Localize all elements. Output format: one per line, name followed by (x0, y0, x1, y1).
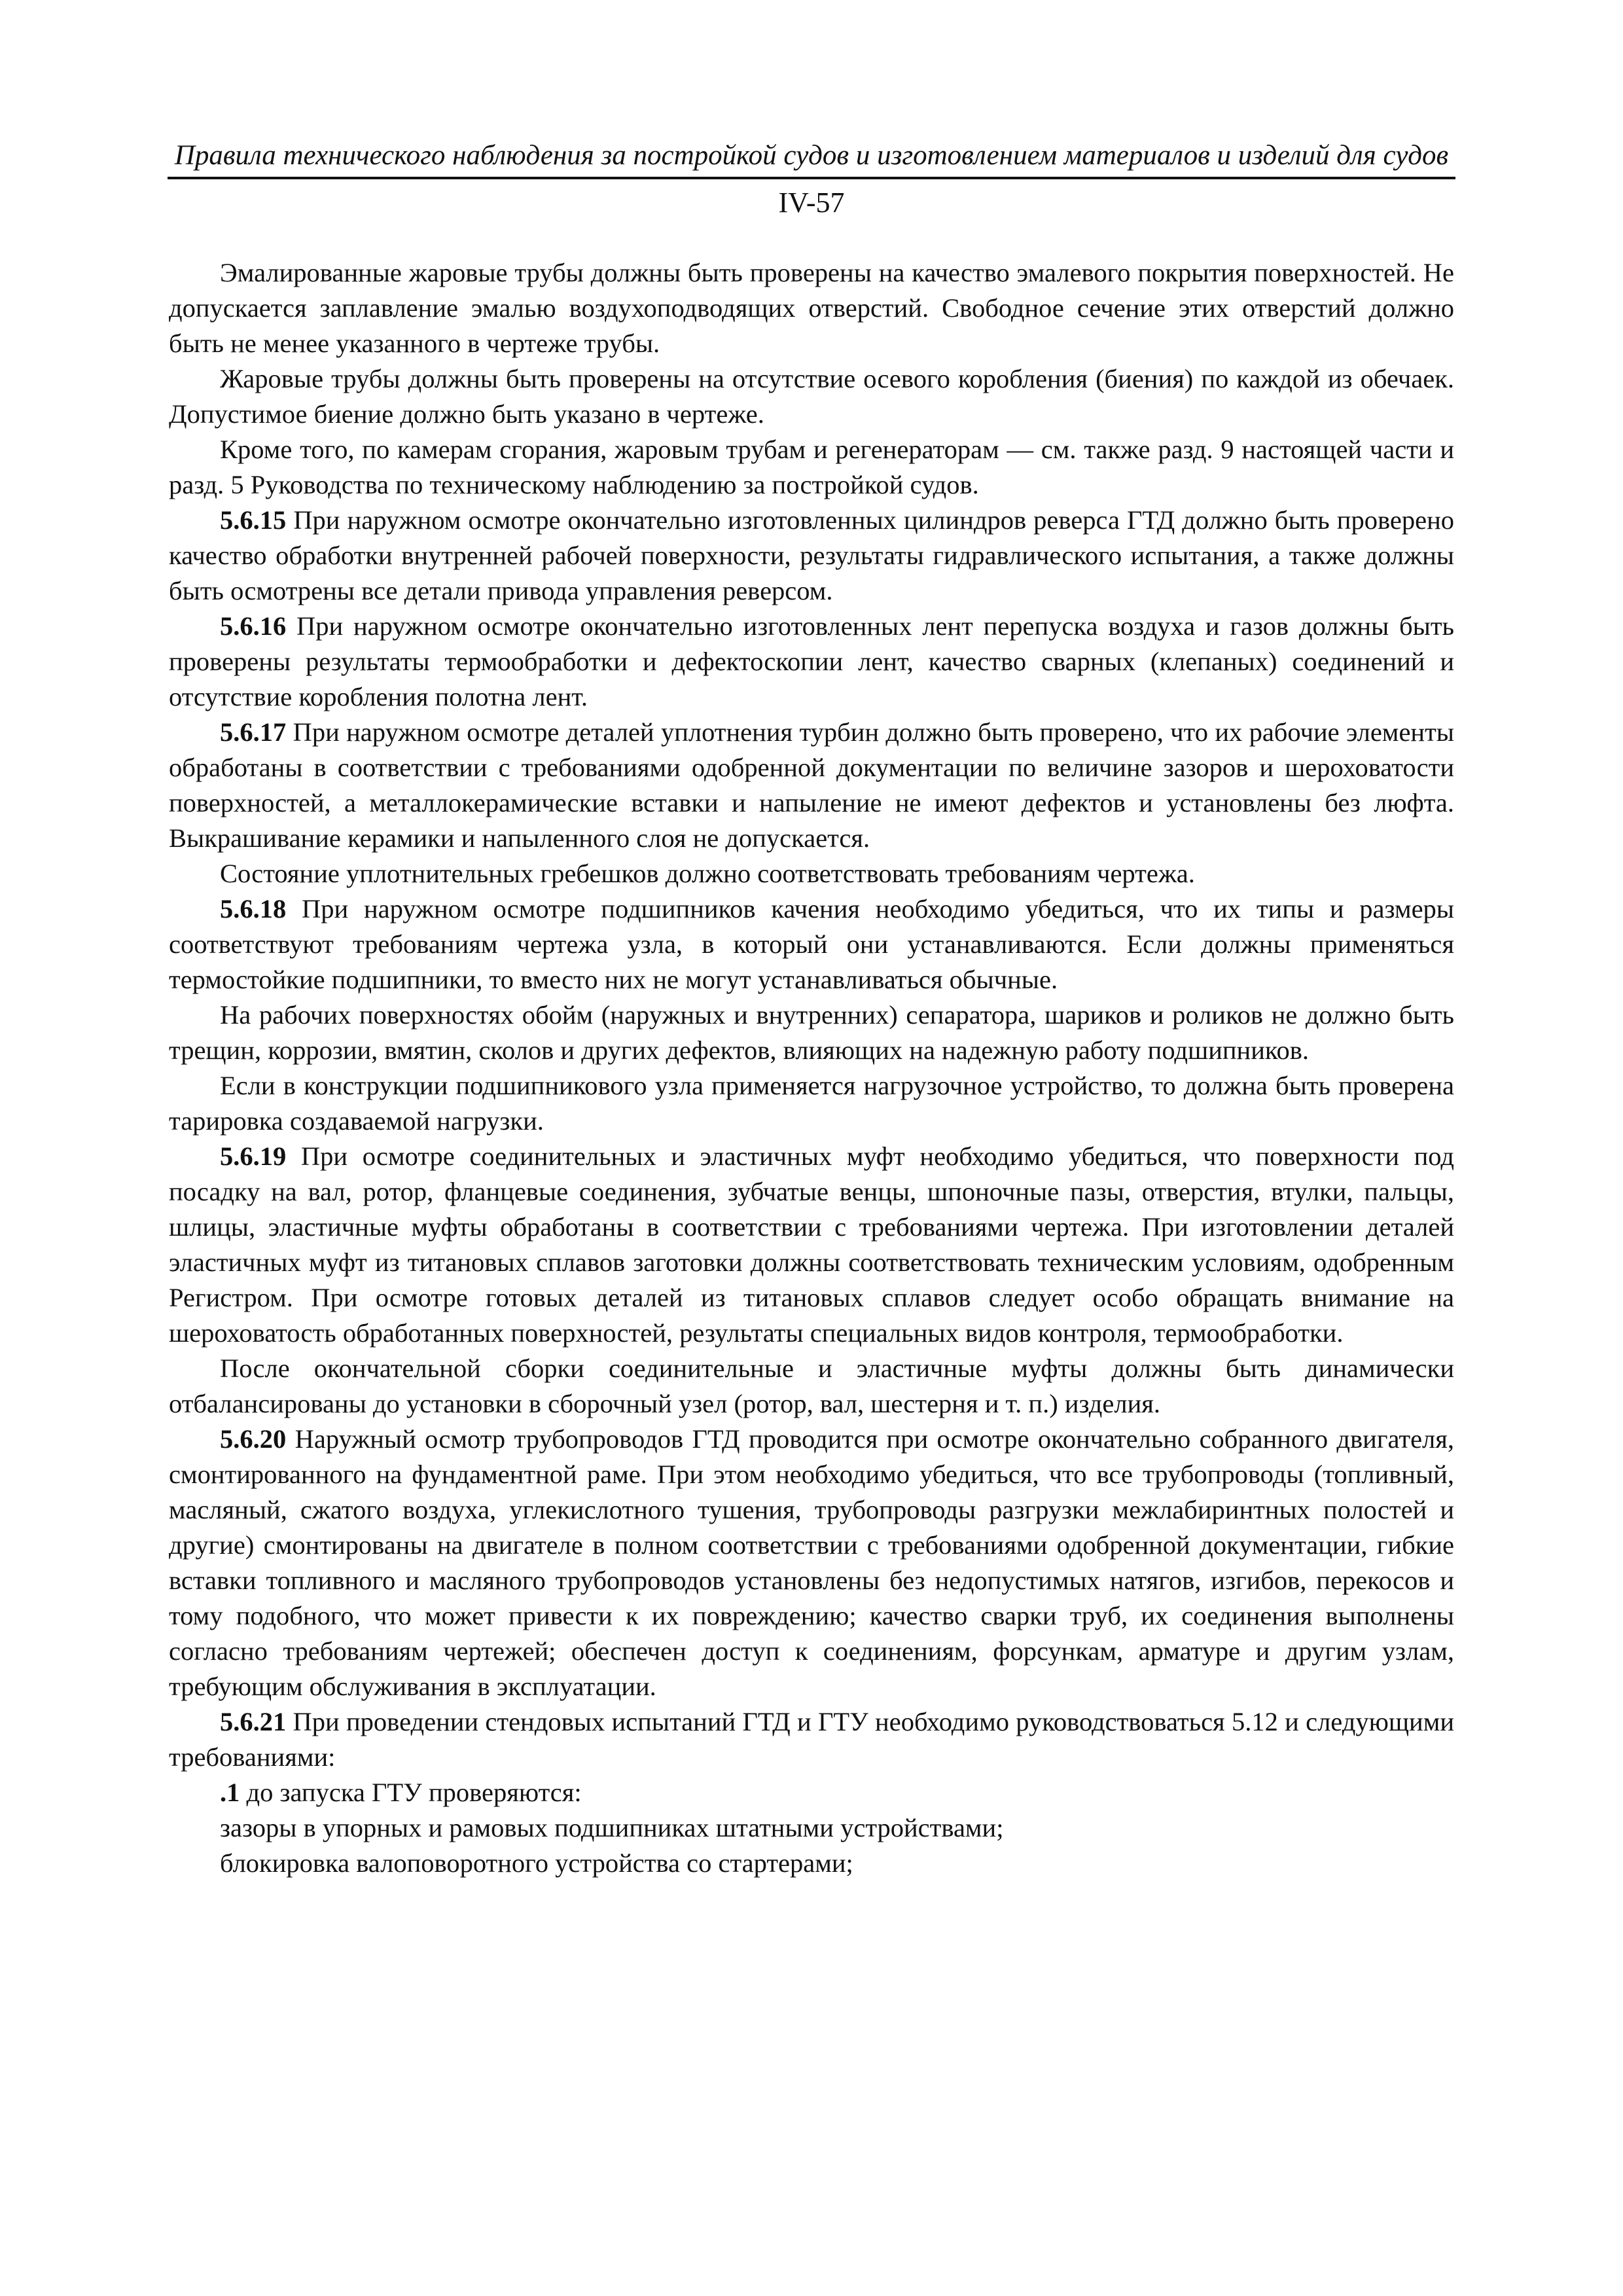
list-line (169, 1846, 1454, 1881)
list-number: .1 (220, 1778, 240, 1807)
clause-5-6-20 (169, 1422, 1454, 1704)
paragraph-text: Наружный осмотр трубопроводов ГТД проводится при осмотре окончательно собранного двигателя, смонтированного на фундаментной раме. При этом необходимо убедиться, что все трубопроводы (топливный, масляный, сжатого воздуха, углекислотного тушения, трубопроводы разгрузки межлабиринтных полостей и другие) смонтированы на двигателе в полном соответствии с требованиями одобренной документации, гибкие вставки топливного и масляного трубопроводов установлены без недопустимых натягов, изгибов, перекосов и тому подобного, что может привести к их повреждению; качество сварки труб, их соединения выполнены согласно требованиям чертежей; обеспечен доступ к соединениям, форсункам, арматуре и другим узлам, требующим обслуживания в эксплуатации. (169, 1424, 1455, 1701)
paragraph-text: При осмотре соединительных и эластичных муфт необходимо убедиться, что поверхности под посадку на вал, ротор, фланцевые соединения, зубчатые венцы, шпоночные пазы, отверстия, втулки, пальцы, шлицы, эластичные муфты обработаны в соответствии с требованиями чертежа. При изготовлении деталей эластичных муфт из титановых сплавов заготовки должны соответствовать техническим условиям, одобренным Регистром. При осмотре готовых деталей из титановых сплавов следует особо обращать внимание на шероховатость обработанных поверхностей, результаты специальных видов контроля, термообработки. (169, 1141, 1454, 1348)
body-text (169, 255, 1454, 1881)
clause-5-6-17 (169, 715, 1454, 856)
paragraph-text: При наружном осмотре деталей уплотнения турбин должно быть проверено, что их рабочие элементы обработаны в соответствии с требованиями одобренной документации по величине зазоров и шероховатости поверхностей, а металлокерамические вставки и напыление не имеют дефектов и установлены без люфта. Выкрашивание керамики и напыленного слоя не допускается. (169, 717, 1455, 853)
clause-number: 5.6.19 (220, 1141, 287, 1171)
paragraph-text: На рабочих поверхностях обойм (наружных и внутренних) сепаратора, шариков и роликов не должно быть трещин, коррозии, вмятин, сколов и других дефектов, влияющих на надежную работу подшипников. (169, 1000, 1454, 1065)
paragraph (169, 856, 1454, 891)
paragraph-text: При проведении стендовых испытаний ГТД и ГТУ необходимо руководствоваться 5.12 и следующими требованиями: (169, 1707, 1455, 1772)
paragraph-text: Кроме того, по камерам сгорания, жаровым трубам и регенераторам — см. также разд. 9 настоящей части и разд. 5 Руководства по техническому наблюдению за постройкой судов. (169, 435, 1454, 499)
clause-5-6-19 (169, 1139, 1454, 1351)
clause-number: 5.6.21 (220, 1707, 287, 1736)
paragraph (169, 997, 1454, 1068)
paragraph-text: При наружном осмотре подшипников качения необходимо убедиться, что их типы и размеры соответствуют требованиям чертежа узла, в который они устанавливаются. Если должны применяться термостойкие подшипники, то вместо них не могут устанавливаться обычные. (169, 894, 1455, 994)
list-line (169, 1810, 1454, 1846)
clause-number: 5.6.18 (220, 894, 287, 924)
clause-5-6-15 (169, 503, 1454, 609)
clause-number: 5.6.17 (220, 717, 287, 747)
header-rule (168, 177, 1455, 179)
paragraph-text: блокировка валоповоротного устройства со стартерами; (220, 1848, 853, 1878)
paragraph (169, 1351, 1454, 1422)
paragraph-text: Жаровые трубы должны быть проверены на отсутствие осевого коробления (биения) по каждой из обечаек. Допустимое биение должно быть указано в чертеже. (169, 364, 1454, 429)
paragraph-text: Если в конструкции подшипникового узла применяется нагрузочное устройство, то должна быть проверена тарировка создаваемой нагрузки. (169, 1071, 1454, 1136)
paragraph-text: После окончательной сборки соединительные и эластичные муфты должны быть динамически отбалансированы до установки в сборочный узел (ротор, вал, шестерня и т. п.) изделия. (169, 1354, 1454, 1418)
paragraph (169, 432, 1454, 503)
paragraph (169, 1068, 1454, 1139)
clause-number: 5.6.20 (220, 1424, 287, 1454)
clause-5-6-21 (169, 1704, 1454, 1775)
list-item-1 (169, 1775, 1454, 1810)
paragraph (169, 361, 1454, 432)
clause-5-6-16 (169, 609, 1454, 715)
paragraph-text: При наружном осмотре окончательно изготовленных лент перепуска воздуха и газов должны быть проверены результаты термообработки и дефектоскопии лент, качество сварных (клепаных) соединений и отсутствие коробления полотна лент. (169, 611, 1454, 711)
paragraph-text: зазоры в упорных и рамовых подшипниках штатными устройствами; (220, 1813, 1004, 1842)
paragraph-text: Эмалированные жаровые трубы должны быть проверены на качество эмалевого покрытия поверхностей. Не допускается заплавление эмалью воздухоподводящих отверстий. Свободное сечение этих отверстий должно быть не менее указанного в чертеже трубы. (169, 258, 1454, 358)
paragraph-text: до запуска ГТУ проверяются: (246, 1778, 582, 1807)
clause-5-6-18 (169, 891, 1454, 997)
paragraph-text: При наружном осмотре окончательно изготовленных цилиндров реверса ГТД должно быть проверено качество обработки внутренней рабочей поверхности, результаты гидравлического испытания, а также должны быть осмотрены все детали привода управления реверсом. (169, 505, 1454, 605)
clause-number: 5.6.16 (220, 611, 287, 641)
paragraph (169, 255, 1454, 361)
running-header: Правила технического наблюдения за постройкой судов и изготовлением материалов и изделий для судов (174, 140, 1449, 171)
paragraph-text: Состояние уплотнительных гребешков должно соответствовать требованиям чертежа. (220, 859, 1195, 888)
clause-number: 5.6.15 (220, 505, 287, 535)
page-number: IV-57 (778, 187, 845, 219)
